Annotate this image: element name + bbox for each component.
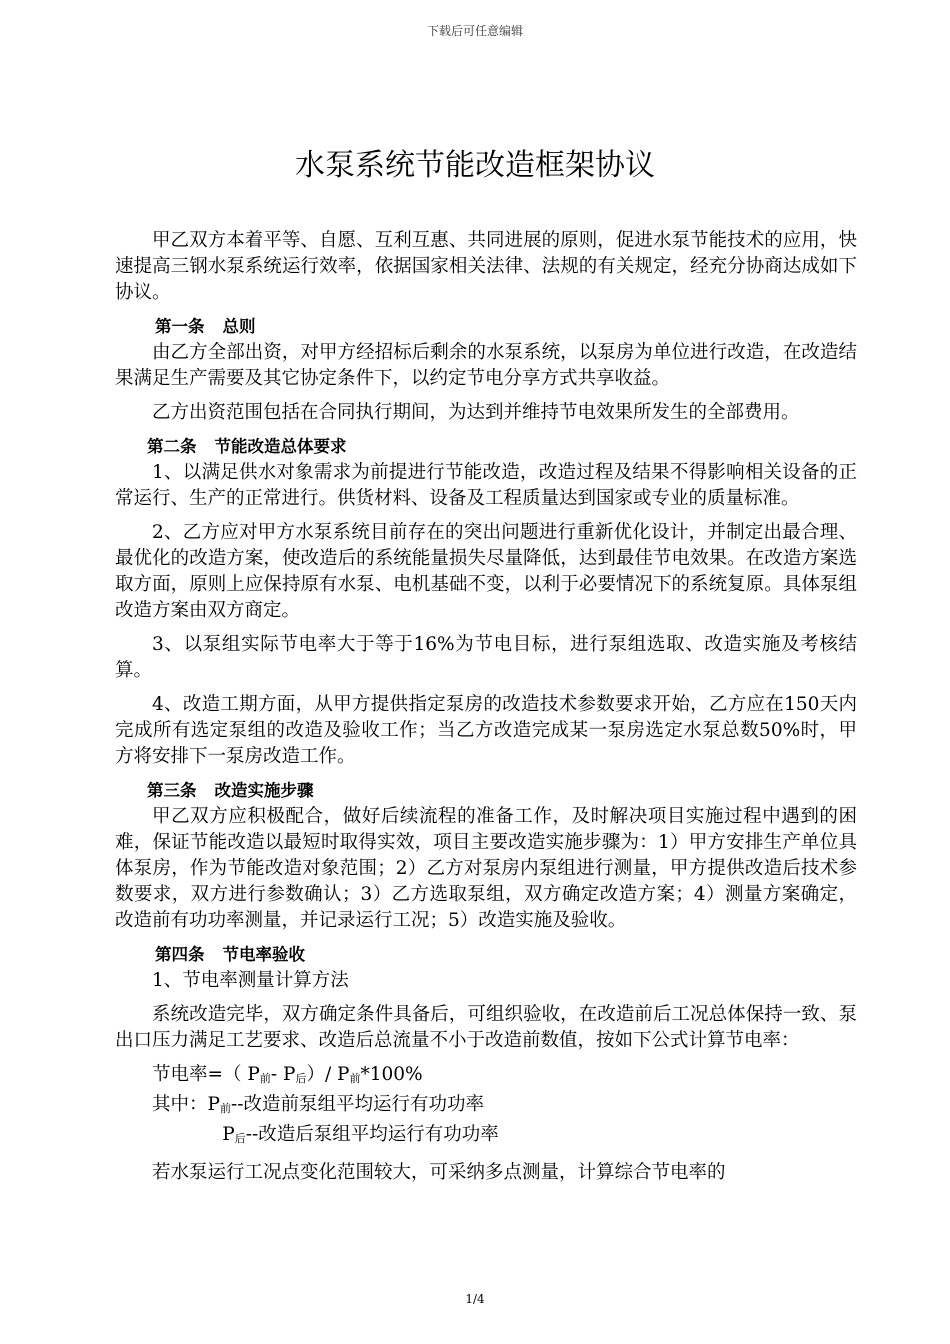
- article-2-number: 第二条: [147, 437, 197, 456]
- article-1-number: 第一条: [155, 317, 205, 336]
- intro-paragraph: 甲乙双方本着平等、自愿、互利互惠、共同进展的原则，促进水泵节能技术的应用，快速提高三钢水泵系统运行效率，依据国家相关法律、法规的有关规定，经充分协商达成如下协议。: [115, 230, 857, 303]
- article-2-paragraph-3: 3、以泵组实际节电率大于等于16%为节电目标，进行泵组选取、改造实施及考核结算。: [115, 634, 857, 681]
- header-note: 下载后可任意编辑: [426, 24, 523, 38]
- article-4-number: 第四条: [155, 945, 205, 964]
- article-2-paragraph-4: 4、改造工期方面，从甲方提供指定泵房的改造技术参数要求开始，乙方应在150天内完成所有选定泵组的改造及验收工作；当乙方改造完成某一泵房选定水泵总数50%时，甲方将安排下一泵房改造工作。: [115, 694, 857, 767]
- document-body: [115, 228, 857, 1194]
- article-2-name: 节能改造总体要求: [214, 437, 347, 456]
- saving-rate-formula: 节电率=（ $P_前-$ $P_后)/$ $P_前*100\%$: [152, 1064, 423, 1085]
- article-4-name: 节电率验收: [222, 945, 305, 964]
- article-3-heading: [115, 778, 857, 804]
- article-3-name: 改造实施步骤: [214, 781, 314, 800]
- article-1-paragraph-1: 由乙方全部出资，对甲方经招标后剩余的水泵系统，以泵房为单位进行改造，在改造结果满足生产需要及其它协定条件下，以约定节电分享方式共享收益。: [115, 342, 857, 389]
- document-title: 水泵系统节能改造框架协议: [295, 148, 655, 183]
- article-4-paragraph-1: 系统改造完毕，双方确定条件具备后，可组织验收，在改造前后工况总体保持一致、泵出口压力满足工艺要求、改造后总流量不小于改造前数值，按如下公式计算节电率：: [115, 1004, 857, 1051]
- article-1-paragraph-2: 乙方出资范围包括在合同执行期间，为达到并维持节电效果所发生的全部费用。: [152, 402, 800, 423]
- formula-block: [115, 1062, 857, 1152]
- article-2-heading: [115, 434, 857, 460]
- article-2-paragraph-1: 1、以满足供水对象需求为前提进行节能改造，改造过程及结果不得影响相关设备的正常运行、生产的正常进行。供货材料、设备及工程质量达到国家或专业的质量标准。: [115, 462, 857, 509]
- formula-where-line-2: $P_后--$改造后泵组平均运行有功功率: [222, 1124, 499, 1145]
- article-3-number: 第三条: [147, 781, 197, 800]
- article-4-paragraph-2: 若水泵运行工况点变化范围较大，可采纳多点测量，计算综合节电率的: [152, 1162, 726, 1183]
- article-4-heading: [115, 942, 857, 968]
- article-2-paragraph-2: 2、乙方应对甲方水泵系统目前存在的突出问题进行重新优化设计，并制定出最合理、最优化的改造方案，使改造后的系统能量损失尽量降低，达到最佳节电效果。在改造方案选取方面，原则上应保持原有水泵、电机基础不变，以利于必要情况下的系统复原。具体泵组改造方案由双方商定。: [115, 522, 857, 621]
- article-4-subheading-1: 1、节电率测量计算方法: [152, 970, 349, 991]
- formula-where-line-1: 其中：$P_前--$改造前泵组平均运行有功功率: [152, 1094, 484, 1115]
- article-1-name: 总则: [222, 317, 256, 336]
- article-1-heading: [115, 314, 857, 340]
- article-3-paragraph-1: 甲乙双方应积极配合，做好后续流程的准备工作，及时解决项目实施过程中遇到的困难，保证节能改造以最短时取得实效，项目主要改造实施步骤为：1）甲方安排生产单位具体泵房，作为节能改造对象范围；2）乙方对泵房内泵组进行测量，甲方提供改造后技术参数要求，双方进行参数确认；3）乙方选取泵组，双方确定改造方案；4）测量方案确定，改造前有功功率测量，并记录运行工况；5）改造实施及验收。: [115, 806, 857, 931]
- page-number: 1/4: [465, 1292, 485, 1306]
